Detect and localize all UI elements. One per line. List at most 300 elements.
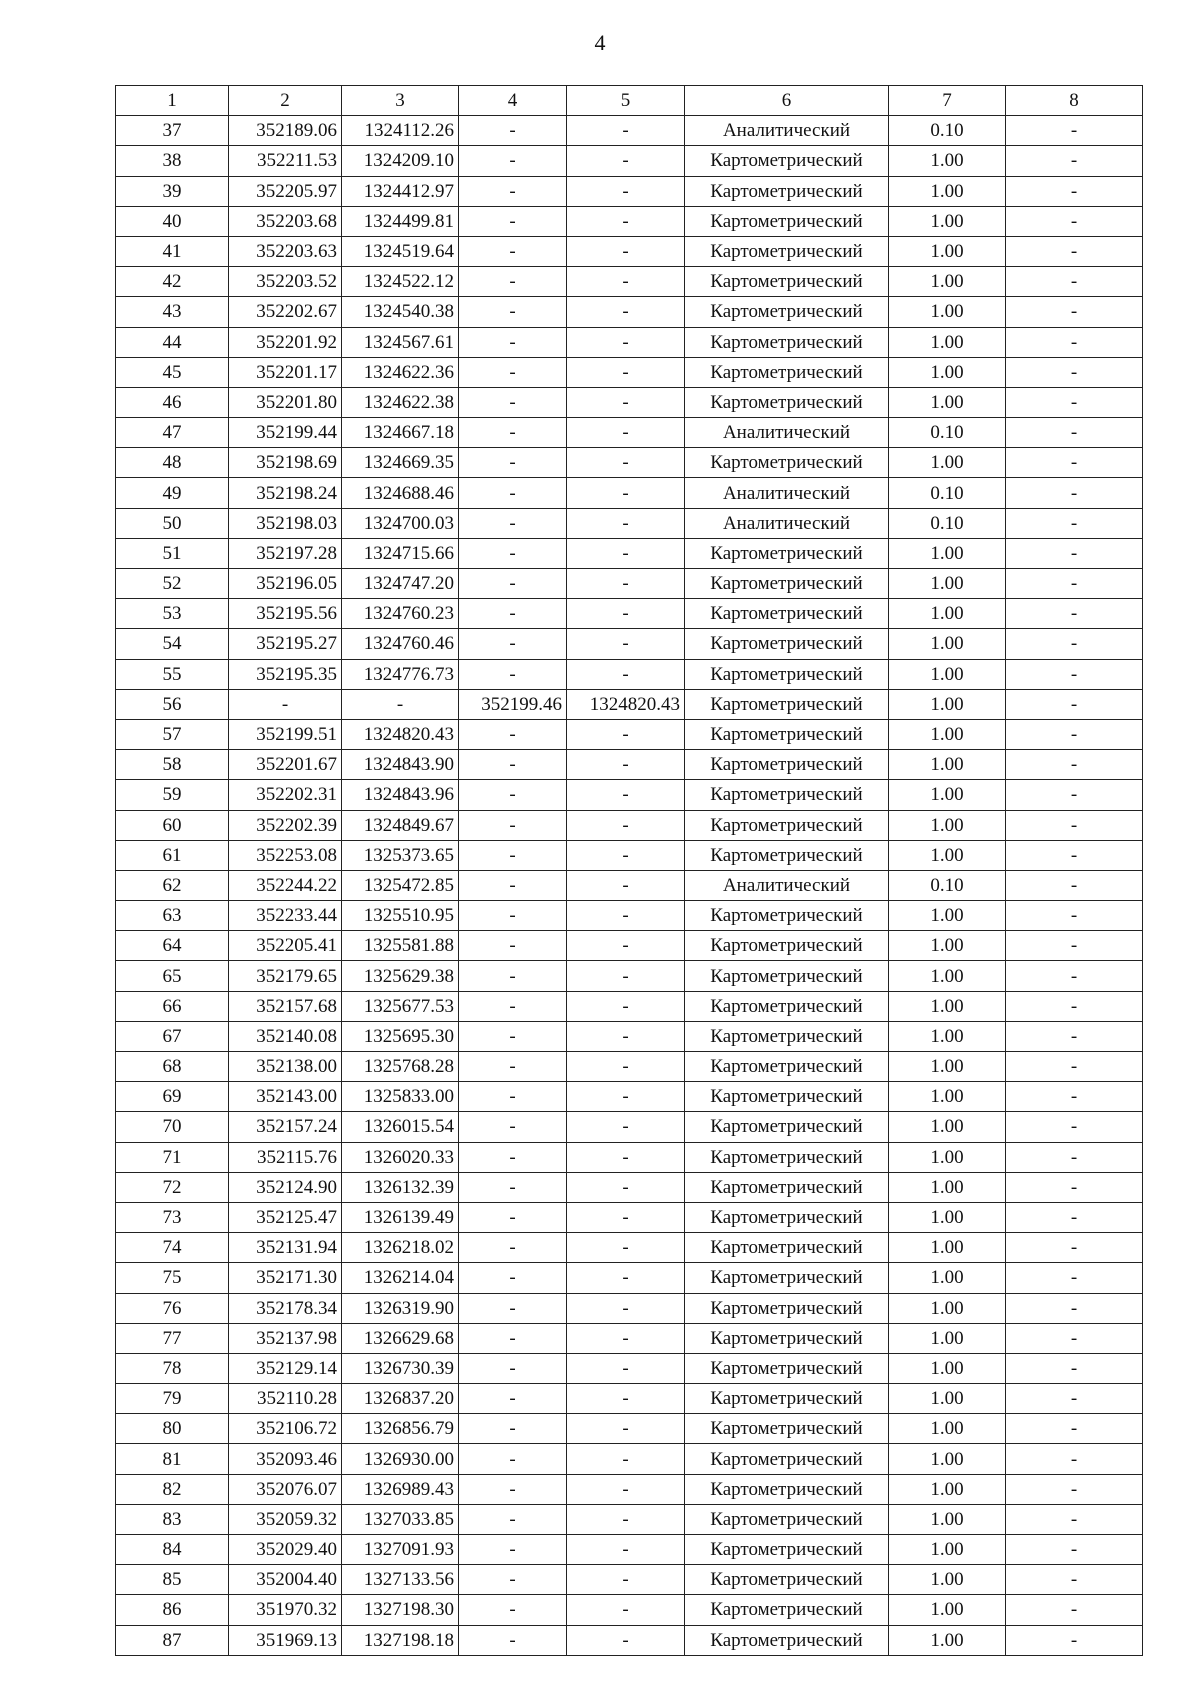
accuracy-cell: 1.00: [889, 1444, 1006, 1474]
y-new-cell: -: [567, 1595, 685, 1625]
accuracy-cell: 1.00: [889, 297, 1006, 327]
point-number-cell: 75: [116, 1263, 229, 1293]
y-coordinate-cell: 1324760.46: [342, 629, 459, 659]
accuracy-cell: 1.00: [889, 236, 1006, 266]
x-new-cell: -: [459, 448, 567, 478]
y-coordinate-cell: 1326837.20: [342, 1384, 459, 1414]
y-coordinate-cell: 1324776.73: [342, 659, 459, 689]
accuracy-cell: 1.00: [889, 991, 1006, 1021]
point-number-cell: 53: [116, 599, 229, 629]
note-cell: -: [1006, 1565, 1143, 1595]
x-new-cell: -: [459, 991, 567, 1021]
accuracy-cell: 1.00: [889, 538, 1006, 568]
accuracy-cell: 1.00: [889, 750, 1006, 780]
column-header-8: 8: [1006, 86, 1143, 116]
method-cell: Картометрический: [685, 357, 889, 387]
x-new-cell: -: [459, 840, 567, 870]
table-row: [116, 1052, 1143, 1082]
method-cell: Картометрический: [685, 1384, 889, 1414]
y-new-cell: -: [567, 1444, 685, 1474]
y-coordinate-cell: 1325677.53: [342, 991, 459, 1021]
table-row: [116, 1535, 1143, 1565]
method-cell: Картометрический: [685, 1565, 889, 1595]
table-row: [116, 659, 1143, 689]
y-new-cell: -: [567, 1414, 685, 1444]
accuracy-cell: 1.00: [889, 387, 1006, 417]
point-number-cell: 56: [116, 689, 229, 719]
note-cell: -: [1006, 206, 1143, 236]
method-cell: Картометрический: [685, 719, 889, 749]
x-coordinate-cell: 352110.28: [229, 1384, 342, 1414]
x-new-cell: -: [459, 1021, 567, 1051]
x-new-cell: -: [459, 146, 567, 176]
accuracy-cell: 1.00: [889, 629, 1006, 659]
accuracy-cell: 1.00: [889, 1233, 1006, 1263]
note-cell: -: [1006, 1263, 1143, 1293]
y-new-cell: -: [567, 780, 685, 810]
note-cell: -: [1006, 780, 1143, 810]
method-cell: Картометрический: [685, 689, 889, 719]
table-row: [116, 1444, 1143, 1474]
y-new-cell: -: [567, 387, 685, 417]
y-coordinate-cell: 1325695.30: [342, 1021, 459, 1051]
point-number-cell: 51: [116, 538, 229, 568]
x-new-cell: -: [459, 1474, 567, 1504]
table-row: [116, 901, 1143, 931]
y-new-cell: -: [567, 357, 685, 387]
y-new-cell: -: [567, 1142, 685, 1172]
y-coordinate-cell: 1324747.20: [342, 569, 459, 599]
note-cell: -: [1006, 1172, 1143, 1202]
note-cell: -: [1006, 1353, 1143, 1383]
method-cell: Картометрический: [685, 538, 889, 568]
point-number-cell: 37: [116, 116, 229, 146]
y-new-cell: -: [567, 1353, 685, 1383]
accuracy-cell: 1.00: [889, 1263, 1006, 1293]
method-cell: Картометрический: [685, 750, 889, 780]
note-cell: -: [1006, 599, 1143, 629]
table-row: [116, 719, 1143, 749]
y-coordinate-cell: 1325510.95: [342, 901, 459, 931]
point-number-cell: 64: [116, 931, 229, 961]
accuracy-cell: 1.00: [889, 1414, 1006, 1444]
x-new-cell: -: [459, 1535, 567, 1565]
x-coordinate-cell: 352143.00: [229, 1082, 342, 1112]
method-cell: Картометрический: [685, 659, 889, 689]
y-coordinate-cell: 1326730.39: [342, 1353, 459, 1383]
table-row: [116, 1474, 1143, 1504]
table-row: [116, 357, 1143, 387]
y-coordinate-cell: 1326629.68: [342, 1323, 459, 1353]
y-new-cell: -: [567, 870, 685, 900]
accuracy-cell: 1.00: [889, 689, 1006, 719]
y-coordinate-cell: 1327091.93: [342, 1535, 459, 1565]
method-cell: Картометрический: [685, 1172, 889, 1202]
method-cell: Картометрический: [685, 327, 889, 357]
method-cell: Картометрический: [685, 569, 889, 599]
point-number-cell: 44: [116, 327, 229, 357]
accuracy-cell: 0.10: [889, 478, 1006, 508]
point-number-cell: 48: [116, 448, 229, 478]
y-coordinate-cell: 1324843.90: [342, 750, 459, 780]
y-coordinate-cell: 1325629.38: [342, 961, 459, 991]
table-row: [116, 689, 1143, 719]
table-row: [116, 810, 1143, 840]
y-coordinate-cell: -: [342, 689, 459, 719]
point-number-cell: 84: [116, 1535, 229, 1565]
method-cell: Картометрический: [685, 599, 889, 629]
note-cell: -: [1006, 538, 1143, 568]
point-number-cell: 69: [116, 1082, 229, 1112]
point-number-cell: 50: [116, 508, 229, 538]
x-new-cell: -: [459, 780, 567, 810]
x-new-cell: -: [459, 176, 567, 206]
table-row: [116, 1082, 1143, 1112]
x-new-cell: -: [459, 569, 567, 599]
table-row: [116, 297, 1143, 327]
note-cell: -: [1006, 267, 1143, 297]
x-new-cell: -: [459, 116, 567, 146]
accuracy-cell: 1.00: [889, 267, 1006, 297]
x-new-cell: -: [459, 1414, 567, 1444]
note-cell: -: [1006, 146, 1143, 176]
y-coordinate-cell: 1324700.03: [342, 508, 459, 538]
y-coordinate-cell: 1326214.04: [342, 1263, 459, 1293]
note-cell: -: [1006, 1202, 1143, 1232]
point-number-cell: 72: [116, 1172, 229, 1202]
y-coordinate-cell: 1324760.23: [342, 599, 459, 629]
x-new-cell: -: [459, 901, 567, 931]
note-cell: -: [1006, 569, 1143, 599]
y-coordinate-cell: 1326856.79: [342, 1414, 459, 1444]
point-number-cell: 67: [116, 1021, 229, 1051]
method-cell: Картометрический: [685, 1474, 889, 1504]
accuracy-cell: 1.00: [889, 901, 1006, 931]
method-cell: Картометрический: [685, 1082, 889, 1112]
y-coordinate-cell: 1326015.54: [342, 1112, 459, 1142]
x-coordinate-cell: 352211.53: [229, 146, 342, 176]
table-row: [116, 931, 1143, 961]
accuracy-cell: 1.00: [889, 810, 1006, 840]
table-row: [116, 1233, 1143, 1263]
x-coordinate-cell: 352138.00: [229, 1052, 342, 1082]
table-row: [116, 629, 1143, 659]
y-new-cell: -: [567, 327, 685, 357]
y-coordinate-cell: 1324522.12: [342, 267, 459, 297]
point-number-cell: 81: [116, 1444, 229, 1474]
point-number-cell: 54: [116, 629, 229, 659]
method-cell: Аналитический: [685, 870, 889, 900]
y-new-cell: -: [567, 1052, 685, 1082]
y-new-cell: -: [567, 961, 685, 991]
note-cell: -: [1006, 1595, 1143, 1625]
x-coordinate-cell: 352059.32: [229, 1504, 342, 1534]
point-number-cell: 62: [116, 870, 229, 900]
point-number-cell: 85: [116, 1565, 229, 1595]
note-cell: -: [1006, 901, 1143, 931]
accuracy-cell: 1.00: [889, 1142, 1006, 1172]
note-cell: -: [1006, 1535, 1143, 1565]
y-new-cell: -: [567, 418, 685, 448]
point-number-cell: 45: [116, 357, 229, 387]
note-cell: -: [1006, 1112, 1143, 1142]
point-number-cell: 66: [116, 991, 229, 1021]
table-row: [116, 448, 1143, 478]
accuracy-cell: 1.00: [889, 1021, 1006, 1051]
accuracy-cell: 1.00: [889, 176, 1006, 206]
table-row: [116, 1504, 1143, 1534]
point-number-cell: 78: [116, 1353, 229, 1383]
accuracy-cell: 1.00: [889, 931, 1006, 961]
method-cell: Аналитический: [685, 508, 889, 538]
x-new-cell: -: [459, 1444, 567, 1474]
note-cell: -: [1006, 236, 1143, 266]
y-new-cell: -: [567, 267, 685, 297]
method-cell: Картометрический: [685, 1353, 889, 1383]
note-cell: -: [1006, 1082, 1143, 1112]
table-row: [116, 116, 1143, 146]
y-coordinate-cell: 1324715.66: [342, 538, 459, 568]
method-cell: Картометрический: [685, 267, 889, 297]
y-new-cell: -: [567, 146, 685, 176]
x-coordinate-cell: 352129.14: [229, 1353, 342, 1383]
y-coordinate-cell: 1324843.96: [342, 780, 459, 810]
y-new-cell: -: [567, 206, 685, 236]
table-body: [116, 116, 1143, 1656]
method-cell: Картометрический: [685, 1052, 889, 1082]
y-coordinate-cell: 1324567.61: [342, 327, 459, 357]
note-cell: -: [1006, 659, 1143, 689]
y-new-cell: -: [567, 538, 685, 568]
method-cell: Картометрический: [685, 1323, 889, 1353]
y-new-cell: -: [567, 116, 685, 146]
note-cell: -: [1006, 297, 1143, 327]
x-coordinate-cell: 352131.94: [229, 1233, 342, 1263]
x-coordinate-cell: 351970.32: [229, 1595, 342, 1625]
y-new-cell: -: [567, 1384, 685, 1414]
note-cell: -: [1006, 176, 1143, 206]
method-cell: Картометрический: [685, 1625, 889, 1655]
method-cell: Картометрический: [685, 146, 889, 176]
x-new-cell: -: [459, 297, 567, 327]
point-number-cell: 61: [116, 840, 229, 870]
point-number-cell: 52: [116, 569, 229, 599]
x-coordinate-cell: 352244.22: [229, 870, 342, 900]
y-new-cell: -: [567, 629, 685, 659]
x-new-cell: -: [459, 961, 567, 991]
y-new-cell: -: [567, 991, 685, 1021]
y-new-cell: -: [567, 1474, 685, 1504]
y-coordinate-cell: 1324667.18: [342, 418, 459, 448]
x-coordinate-cell: 352202.39: [229, 810, 342, 840]
point-number-cell: 86: [116, 1595, 229, 1625]
x-coordinate-cell: 352233.44: [229, 901, 342, 931]
x-new-cell: -: [459, 750, 567, 780]
table-row: [116, 206, 1143, 236]
y-coordinate-cell: 1326139.49: [342, 1202, 459, 1232]
point-number-cell: 46: [116, 387, 229, 417]
y-coordinate-cell: 1325768.28: [342, 1052, 459, 1082]
table-row: [116, 327, 1143, 357]
point-number-cell: 39: [116, 176, 229, 206]
x-new-cell: -: [459, 659, 567, 689]
y-new-cell: -: [567, 297, 685, 327]
method-cell: Аналитический: [685, 116, 889, 146]
table-row: [116, 870, 1143, 900]
accuracy-cell: 1.00: [889, 357, 1006, 387]
point-number-cell: 58: [116, 750, 229, 780]
note-cell: -: [1006, 961, 1143, 991]
table-row: [116, 478, 1143, 508]
point-number-cell: 83: [116, 1504, 229, 1534]
x-coordinate-cell: 352203.68: [229, 206, 342, 236]
column-header-3: 3: [342, 86, 459, 116]
table-row: [116, 1595, 1143, 1625]
y-coordinate-cell: 1327133.56: [342, 1565, 459, 1595]
note-cell: -: [1006, 1233, 1143, 1263]
point-number-cell: 47: [116, 418, 229, 448]
table-row: [116, 236, 1143, 266]
table-row: [116, 1565, 1143, 1595]
table-row: [116, 1263, 1143, 1293]
point-number-cell: 87: [116, 1625, 229, 1655]
point-number-cell: 60: [116, 810, 229, 840]
method-cell: Картометрический: [685, 1504, 889, 1534]
x-new-cell: -: [459, 267, 567, 297]
note-cell: -: [1006, 116, 1143, 146]
table-row: [116, 1021, 1143, 1051]
method-cell: Аналитический: [685, 478, 889, 508]
x-coordinate-cell: 352205.41: [229, 931, 342, 961]
y-coordinate-cell: 1325833.00: [342, 1082, 459, 1112]
method-cell: Картометрический: [685, 1293, 889, 1323]
x-coordinate-cell: 352205.97: [229, 176, 342, 206]
accuracy-cell: 1.00: [889, 1293, 1006, 1323]
method-cell: Картометрический: [685, 236, 889, 266]
point-number-cell: 41: [116, 236, 229, 266]
table-row: [116, 1112, 1143, 1142]
accuracy-cell: 1.00: [889, 1172, 1006, 1202]
y-coordinate-cell: 1325581.88: [342, 931, 459, 961]
method-cell: Картометрический: [685, 448, 889, 478]
y-coordinate-cell: 1324688.46: [342, 478, 459, 508]
x-coordinate-cell: 352076.07: [229, 1474, 342, 1504]
y-coordinate-cell: 1327198.30: [342, 1595, 459, 1625]
y-coordinate-cell: 1324412.97: [342, 176, 459, 206]
method-cell: Картометрический: [685, 1202, 889, 1232]
note-cell: -: [1006, 1414, 1143, 1444]
y-new-cell: -: [567, 1293, 685, 1323]
x-new-cell: -: [459, 387, 567, 417]
page-number: 4: [594, 30, 606, 55]
y-new-cell: -: [567, 1535, 685, 1565]
table-row: [116, 840, 1143, 870]
table-row: [116, 146, 1143, 176]
accuracy-cell: 1.00: [889, 1384, 1006, 1414]
y-coordinate-cell: 1324622.36: [342, 357, 459, 387]
method-cell: Картометрический: [685, 1444, 889, 1474]
table-row: [116, 267, 1143, 297]
table-row: [116, 1384, 1143, 1414]
x-new-cell: -: [459, 478, 567, 508]
table-header-row: [116, 86, 1143, 116]
y-new-cell: -: [567, 1565, 685, 1595]
y-coordinate-cell: 1326989.43: [342, 1474, 459, 1504]
table-row: [116, 176, 1143, 206]
y-new-cell: -: [567, 569, 685, 599]
accuracy-cell: 0.10: [889, 870, 1006, 900]
table-row: [116, 1414, 1143, 1444]
x-new-cell: -: [459, 538, 567, 568]
y-coordinate-cell: 1324519.64: [342, 236, 459, 266]
x-coordinate-cell: 352140.08: [229, 1021, 342, 1051]
x-new-cell: -: [459, 508, 567, 538]
method-cell: Картометрический: [685, 840, 889, 870]
x-coordinate-cell: 352189.06: [229, 116, 342, 146]
x-new-cell: -: [459, 1082, 567, 1112]
x-coordinate-cell: -: [229, 689, 342, 719]
point-number-cell: 42: [116, 267, 229, 297]
x-new-cell: -: [459, 1384, 567, 1414]
y-new-cell: -: [567, 810, 685, 840]
x-coordinate-cell: 352198.69: [229, 448, 342, 478]
point-number-cell: 65: [116, 961, 229, 991]
x-coordinate-cell: 352203.52: [229, 267, 342, 297]
x-new-cell: -: [459, 931, 567, 961]
y-new-cell: -: [567, 1021, 685, 1051]
column-header-1: 1: [116, 86, 229, 116]
accuracy-cell: 1.00: [889, 1474, 1006, 1504]
y-new-cell: -: [567, 478, 685, 508]
x-new-cell: -: [459, 1323, 567, 1353]
note-cell: -: [1006, 870, 1143, 900]
x-new-cell: 352199.46: [459, 689, 567, 719]
x-coordinate-cell: 352202.67: [229, 297, 342, 327]
x-new-cell: -: [459, 1263, 567, 1293]
y-new-cell: -: [567, 176, 685, 206]
table-row: [116, 1172, 1143, 1202]
x-new-cell: -: [459, 1293, 567, 1323]
x-coordinate-cell: 352201.92: [229, 327, 342, 357]
note-cell: -: [1006, 1384, 1143, 1414]
method-cell: Картометрический: [685, 1535, 889, 1565]
note-cell: -: [1006, 387, 1143, 417]
x-new-cell: -: [459, 1233, 567, 1263]
method-cell: Картометрический: [685, 206, 889, 236]
table-row: [116, 750, 1143, 780]
x-new-cell: -: [459, 719, 567, 749]
note-cell: -: [1006, 991, 1143, 1021]
column-header-4: 4: [459, 86, 567, 116]
accuracy-cell: 1.00: [889, 840, 1006, 870]
x-coordinate-cell: 352124.90: [229, 1172, 342, 1202]
note-cell: -: [1006, 931, 1143, 961]
accuracy-cell: 1.00: [889, 1565, 1006, 1595]
method-cell: Картометрический: [685, 176, 889, 206]
note-cell: -: [1006, 1474, 1143, 1504]
x-new-cell: -: [459, 1353, 567, 1383]
x-new-cell: -: [459, 870, 567, 900]
table-row: [116, 1353, 1143, 1383]
accuracy-cell: 1.00: [889, 206, 1006, 236]
method-cell: Картометрический: [685, 931, 889, 961]
coordinates-table: [115, 85, 1143, 1656]
column-header-5: 5: [567, 86, 685, 116]
table-row: [116, 1142, 1143, 1172]
y-coordinate-cell: 1324112.26: [342, 116, 459, 146]
y-coordinate-cell: 1327198.18: [342, 1625, 459, 1655]
accuracy-cell: 0.10: [889, 116, 1006, 146]
